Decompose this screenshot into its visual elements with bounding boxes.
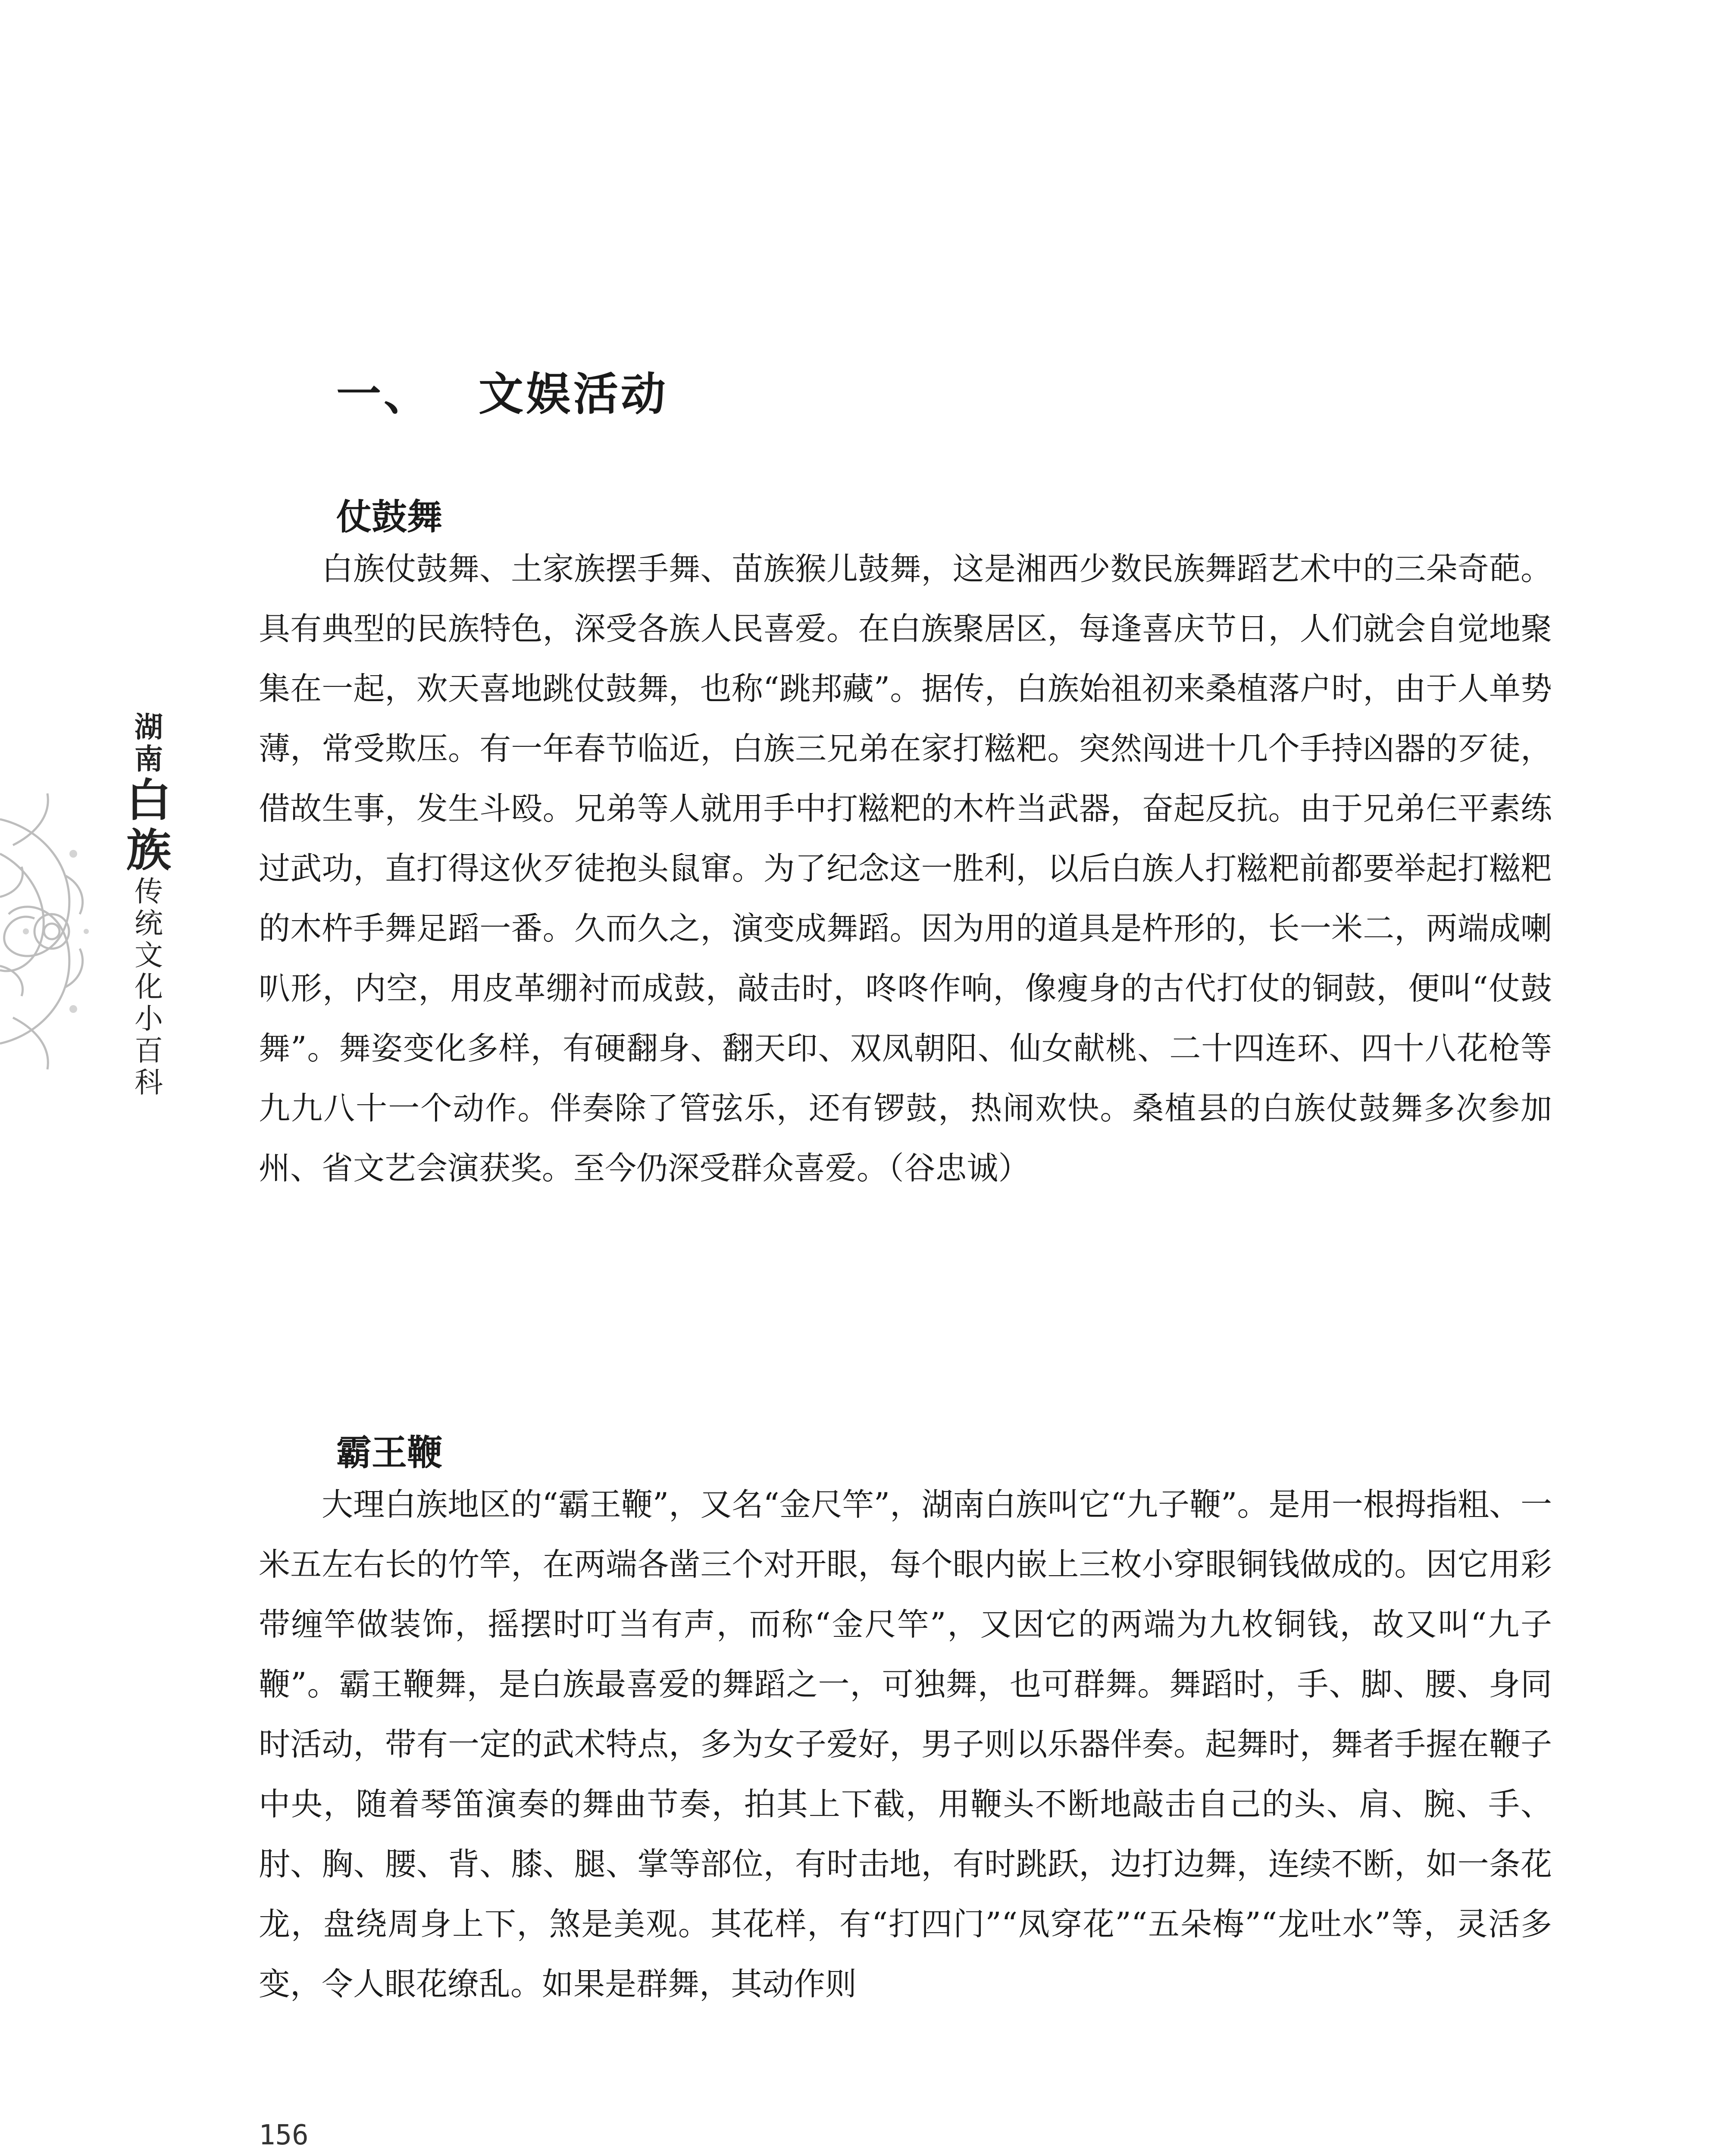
book-title-char: 传 bbox=[135, 874, 163, 908]
chapter-title bbox=[336, 358, 668, 423]
section-heading: 霸王鞭 bbox=[336, 1432, 443, 1473]
book-title-char: 小 bbox=[135, 1002, 163, 1036]
section-paragraph: 白族仗鼓舞、土家族摆手舞、苗族猴儿鼓舞，这是湘西少数民族舞蹈艺术中的三朵奇葩。具有典型的民族特色，深受各族人民喜爱。在白族聚居区，每逢喜庆节日，人们就会自觉地聚集在一起，欢天喜地跳仗鼓舞，也称“跳邦藏”。据传，白族始祖初来桑植落户时，由于人单势薄，常受欺压。有一年春节临近，白族三兄弟在家打糍粑。突然闯进十几个手持凶器的歹徒，借故生事，发生斗殴。兄弟等人就用手中打糍粑的木杵当武器，奋起反抗。由于兄弟仨平素练过武功，直打得这伙歹徒抱头鼠窜。为了纪念这一胜利，以后白族人打糍粑前都要举起打糍粑的木杵手舞足蹈一番。久而久之，演变成舞蹈。因为用的道具是杵形的，长一米二，两端成喇叭形，内空，用皮革绷衬而成鼓，敲击时，咚咚作响，像瘦身的古代打仗的铜鼓，便叫“仗鼓舞”。舞姿变化多样，有硬翻身、翻天印、双凤朝阳、仙女献桃、二十四连环、四十八花枪等九九八十一个动作。伴奏除了管弦乐，还有锣鼓，热闹欢快。桑植县的白族仗鼓舞多次参加州、省文艺会演获奖。至今仍深受群众喜爱。（谷忠诚） bbox=[259, 551, 1552, 1187]
book-title-char: 族 bbox=[126, 824, 171, 877]
book-title-char: 科 bbox=[135, 1066, 163, 1100]
section-bawang-whip bbox=[259, 1432, 1552, 2014]
chapter-number: 一、 bbox=[336, 368, 432, 420]
book-title-char: 百 bbox=[135, 1034, 163, 1068]
book-title-char: 统 bbox=[135, 906, 163, 940]
vertical-book-title bbox=[125, 711, 172, 1099]
book-title-char: 湖 bbox=[135, 711, 163, 744]
book-title-char: 化 bbox=[135, 970, 163, 1004]
chapter-title-text: 文娱活动 bbox=[479, 368, 669, 420]
book-title-char: 南 bbox=[135, 742, 163, 776]
page-number: 156 bbox=[259, 2119, 309, 2151]
book-title-char: 文 bbox=[135, 938, 163, 972]
section-zhanggu-dance bbox=[259, 496, 1552, 1198]
decorative-ornament bbox=[0, 768, 95, 1095]
section-paragraph: 大理白族地区的“霸王鞭”，又名“金尺竿”，湖南白族叫它“九子鞭”。是用一根拇指粗、一米五左右长的竹竿，在两端各凿三个对开眼，每个眼内嵌上三枚小穿眼铜钱做成的。因它用彩带缠竿做装饰，摇摆时叮当有声，而称“金尺竿”，又因它的两端为九枚铜钱，故又叫“九子鞭”。霸王鞭舞，是白族最喜爱的舞蹈之一，可独舞，也可群舞。舞蹈时，手、脚、腰、身同时活动，带有一定的武术特点，多为女子爱好，男子则以乐器伴奏。起舞时，舞者手握在鞭子中央，随着琴笛演奏的舞曲节奏，拍其上下截，用鞭头不断地敲击自己的头、肩、腕、手、肘、胸、腰、背、膝、腿、掌等部位，有时击地，有时跳跃，边打边舞，连续不断，如一条花龙，盘绕周身上下，煞是美观。其花样，有“打四门”“凤穿花”“五朵梅”“龙吐水”等，灵活多变，令人眼花缭乱。如果是群舞，其动作则 bbox=[259, 1486, 1552, 2002]
book-title-char: 白 bbox=[126, 773, 171, 827]
section-heading: 仗鼓舞 bbox=[336, 497, 443, 538]
